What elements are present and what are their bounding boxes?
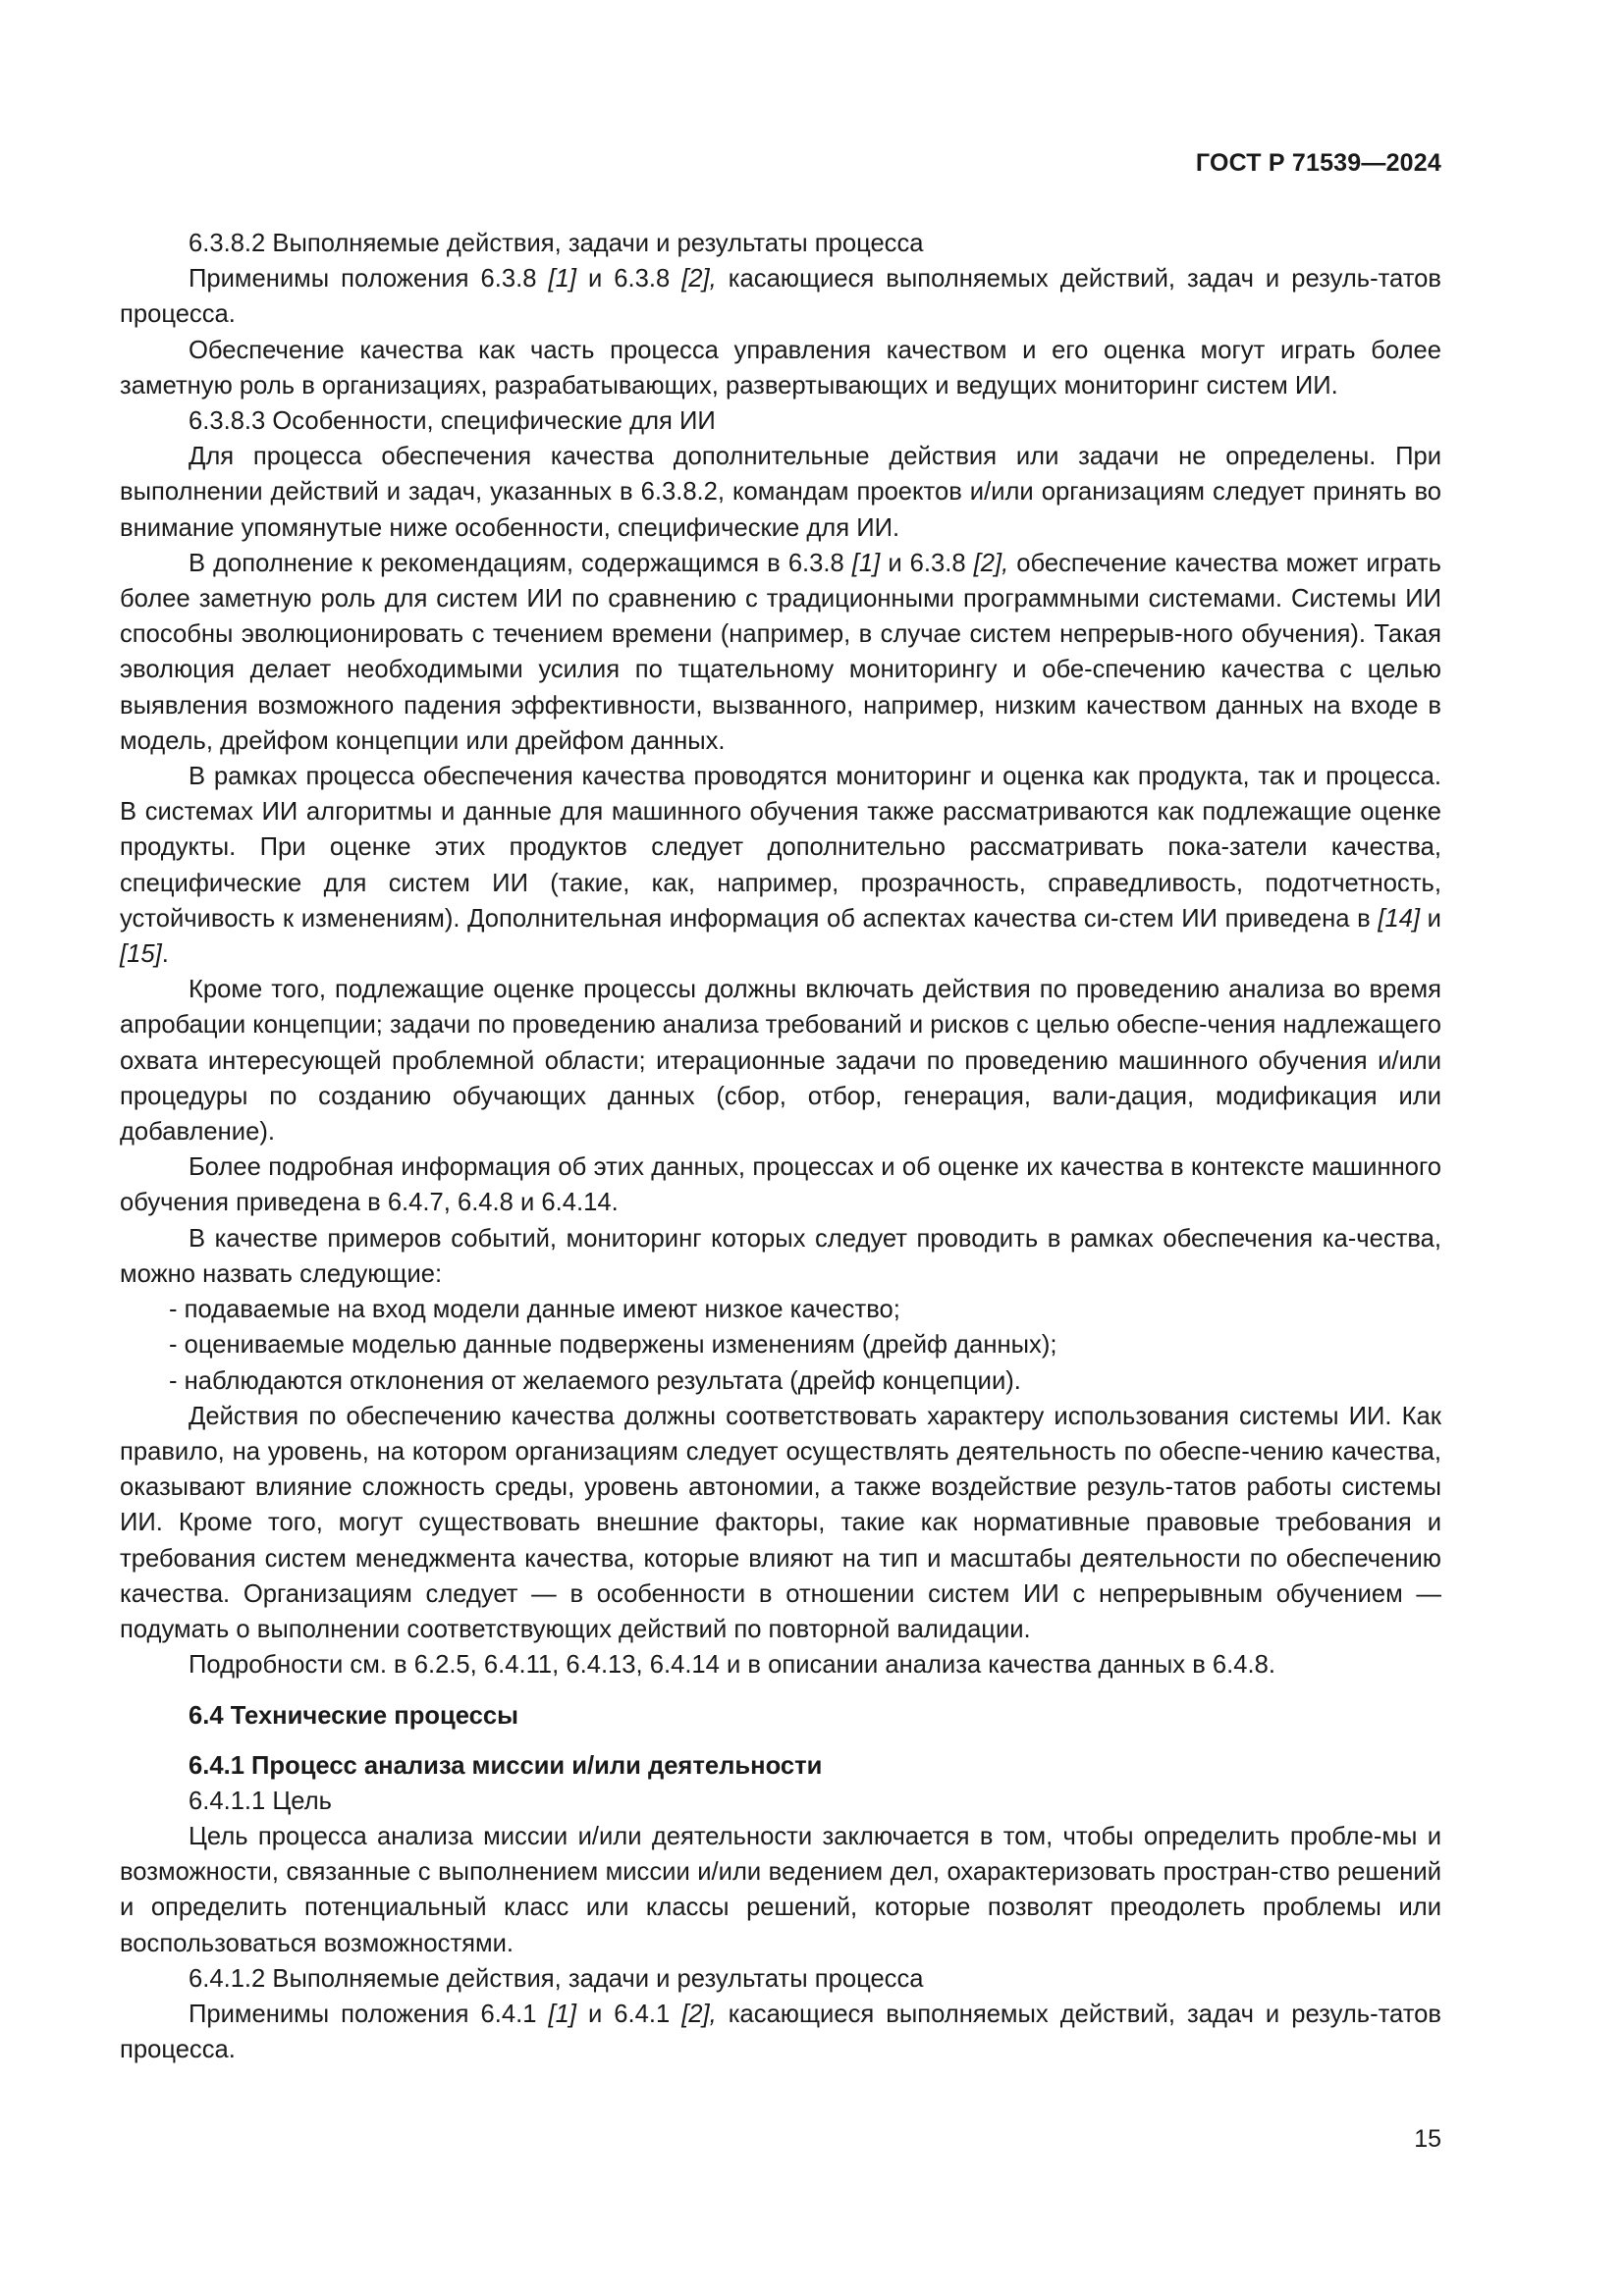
subsection-heading-6-4-1-1: 6.4.1.1 Цель	[189, 1787, 332, 1815]
paragraph: Кроме того, подлежащие оценке процессы должны включать действия по проведению анализа во время апробации концепции; задачи по проведению анализа требований и рисков с целью обеспе-чения надлежащего охвата интересующей проблемной области; итерационные задачи по проведению машинного обучения и/или процедуры по созданию обучающих данных (сбор, отбор, генерация, вали-дация, модификация или добавление).	[120, 976, 1442, 1147]
subsection-heading-6-3-8-3: 6.3.8.3 Особенности, специфические для ИИ	[189, 407, 716, 436]
reference: [14]	[1378, 904, 1421, 933]
paragraph	[120, 546, 1441, 759]
reference: [1]	[548, 265, 576, 294]
reference: [2],	[681, 2000, 717, 2028]
paragraph	[120, 261, 1441, 332]
text: обеспечение качества может играть более заметную роль для систем ИИ по сравнению с традиционными программными системами. Системы ИИ способны эволюционировать с течением времени (например, в случае систем непрерыв-ного обучения). Такая эволюция делает необходимыми усилия по тщательному мониторингу и обе-спечению качества с целью выявления возможного падения эффективности, вызванного, например, низким качеством данных на входе в модель, дрейфом концепции или дрейфом данных.	[120, 549, 1441, 755]
text: касающиеся выполняемых действий, задач и резуль-татов процесса.	[120, 265, 1441, 329]
text: и 6.4.1	[575, 2000, 682, 2028]
document-body	[120, 226, 1441, 2067]
text: и 6.3.8	[575, 265, 682, 294]
text: .	[161, 940, 169, 969]
text: и	[1420, 904, 1441, 933]
page-number: 15	[1414, 2125, 1441, 2153]
paragraph: Подробности см. в 6.2.5, 6.4.11, 6.4.13, 6.4.14 и в описании анализа качества данных в 6.4.8.	[189, 1651, 1275, 1680]
paragraph: Для процесса обеспечения качества дополнительные действия или задачи не определены. При выполнении действий и задач, указанных в 6.3.8.2, командам проектов и/или организациям следует принять во внимание упомянутые ниже особенности, специфические для ИИ.	[120, 443, 1441, 542]
paragraph	[120, 759, 1441, 972]
reference: [1]	[851, 549, 881, 577]
text: и 6.3.8	[880, 549, 974, 577]
paragraph: Действия по обеспечению качества должны соответствовать характеру использования системы ИИ. Как правило, на уровень, на котором организациям следует осуществлять деятельность по обеспе-чению качества, оказывают влияние сложность среды, уровень автономии, а также воздействие резуль-татов работы системы ИИ. Кроме того, могут существовать внешние факторы, такие как нормативные правовые требования и требования систем менеджмента качества, которые влияют на тип и масштабы деятельности по обеспечению качества. Организациям следует — в особенности в отношении систем ИИ с непрерывным обучением — подумать о выполнении соответствующих действий по повторной валидации.	[120, 1402, 1441, 1643]
paragraph: Обеспечение качества как часть процесса управления качеством и его оценка могут играть более заметную роль в организациях, разрабатывающих, развертывающих и ведущих мониторинг систем ИИ.	[120, 336, 1441, 400]
reference: [2],	[973, 549, 1009, 577]
text: В рамках процесса обеспечения качества проводятся мониторинг и оценка как продукта, так и процесса. В системах ИИ алгоритмы и данные для машинного обучения также рассматриваются как подлежащие оценке продукты. При оценке этих продуктов следует дополнительно рассматривать пока-затели качества, специфические для систем ИИ (такие, как, например, прозрачность, справедливость, подотчетность, устойчивость к изменениям). Дополнительная информация об аспектах качества си-стем ИИ приведена в	[120, 763, 1441, 933]
paragraph: Более подробная информация об этих данных, процессах и об оценке их качества в контексте машинного обучения приведена в 6.4.7, 6.4.8 и 6.4.14.	[120, 1153, 1441, 1217]
text: Применимы положения 6.3.8	[189, 265, 549, 294]
list-item: - оцениваемые моделью данные подвержены изменениям (дрейф данных);	[169, 1331, 1057, 1360]
subsection-heading-6-3-8-2: 6.3.8.2 Выполняемые действия, задачи и результаты процесса	[189, 230, 924, 257]
subsection-heading-6-4-1-2: 6.4.1.2 Выполняемые действия, задачи и результаты процесса	[189, 1964, 924, 1993]
text: касающиеся выполняемых действий, задач и резуль-татов процесса.	[120, 2000, 1441, 2064]
text: В дополнение к рекомендациям, содержащимся в 6.3.8	[189, 549, 852, 577]
paragraph: Цель процесса анализа миссии и/или деятельности заключается в том, чтобы определить пробле-мы и возможности, связанные с выполнением миссии и/или ведением дел, охарактеризовать простран-ство решений и определить потенциальный класс или классы решений, которые позволят преодолеть проблемы или воспользоваться возможностями.	[120, 1822, 1441, 1957]
reference: [1]	[548, 2000, 576, 2028]
reference: [2],	[681, 265, 717, 294]
section-heading-6-4: 6.4 Технические процессы	[189, 1702, 518, 1731]
reference: [15]	[120, 940, 162, 969]
text: Применимы положения 6.4.1	[189, 2000, 549, 2028]
paragraph: В качестве примеров событий, мониторинг которых следует проводить в рамках обеспечения ка-чества, можно назвать следующие:	[120, 1224, 1441, 1288]
document-header: ГОСТ Р 71539—2024	[1195, 149, 1441, 177]
section-heading-6-4-1: 6.4.1 Процесс анализа миссии и/или деятельности	[189, 1751, 823, 1780]
list-item: - подаваемые на вход модели данные имеют низкое качество;	[169, 1296, 900, 1324]
list-item: - наблюдаются отклонения от желаемого результата (дрейф концепции).	[169, 1366, 1021, 1395]
paragraph	[120, 1997, 1441, 2067]
